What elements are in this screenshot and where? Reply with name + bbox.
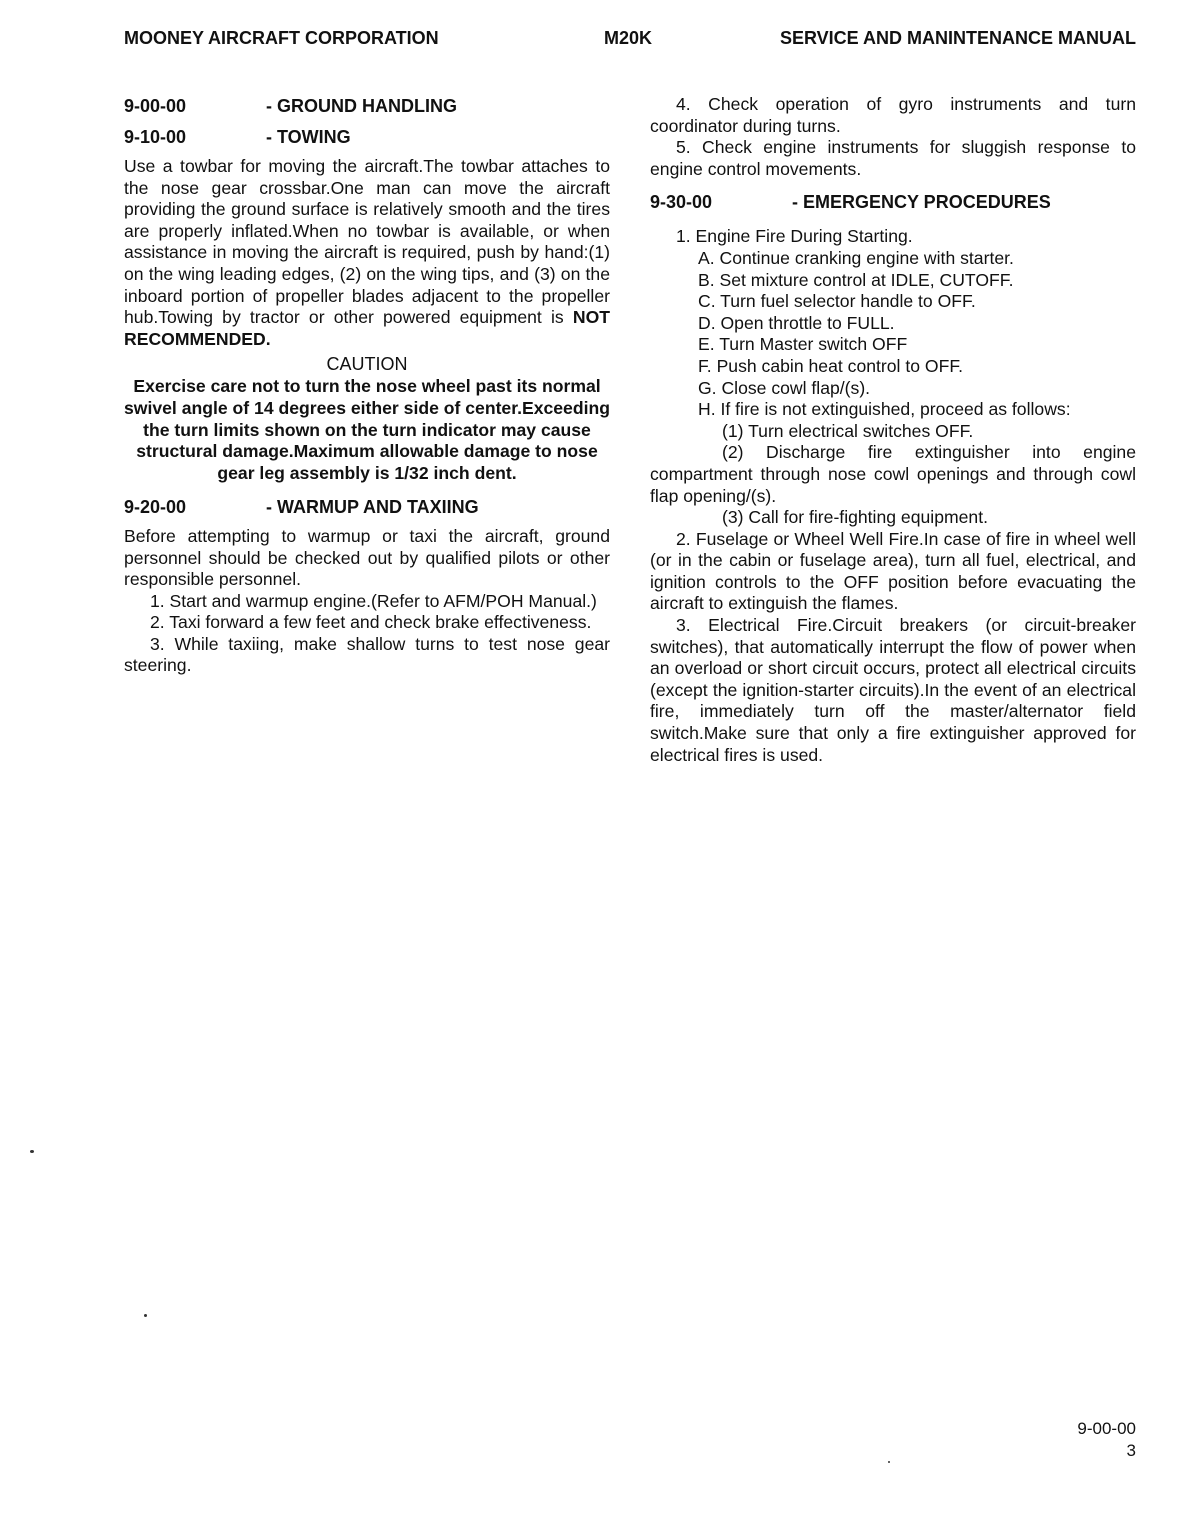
emergency-substep-2: (2) Discharge fire extinguisher into engine compartment through nose cowl openings and through cowl flap opening/(s). <box>650 442 1136 506</box>
emergency-substep-3: (3) Call for fire-fighting equipment. <box>722 507 988 528</box>
emergency-step-c: C. Turn fuel selector handle to OFF. <box>698 291 976 312</box>
emergency-step-d: D. Open throttle to FULL. <box>698 312 895 333</box>
emergency-step-b: B. Set mixture control at IDLE, CUTOFF. <box>698 269 1014 290</box>
emergency-step-g: G. Close cowl flap/(s). <box>698 377 871 398</box>
section-heading-warmup <box>124 495 610 519</box>
section-code: 9-00-00 <box>124 96 187 116</box>
caution-text: Exercise care not to turn the nose wheel past its normal swivel angle of 14 degrees either side of center.Exceeding the turn limits shown on the turn indicator may cause structural damage.Maximum allowable damage to nose gear leg assembly is 1/32 inch dent. <box>124 375 610 484</box>
scan-speck <box>888 1461 890 1463</box>
header-manual-title: SERVICE AND MANINTENANCE MANUAL <box>779 28 1136 48</box>
emergency-fuselage-fire: 2. Fuselage or Wheel Well Fire.In case of fire in wheel well (or in the cabin or fuselage area), turn all fuel, electrical, and ignition controls to the OFF position before evacuating the aircraft to extinguish the flames. <box>650 528 1136 614</box>
warmup-step-4: 4. Check operation of gyro instruments and turn coordinator during turns. <box>650 94 1136 136</box>
section-code: 9-10-00 <box>124 127 187 147</box>
page-footer <box>1077 1418 1136 1462</box>
emergency-step-a: A. Continue cranking engine with starter. <box>698 247 1014 268</box>
section-title: - EMERGENCY PROCEDURES <box>792 192 1051 213</box>
emergency-step-h: H. If fire is not extinguished, proceed as follows: <box>698 399 1071 420</box>
section-code: 9-30-00 <box>650 192 713 213</box>
section-title: - TOWING <box>266 127 351 147</box>
section-heading-ground-handling <box>124 94 610 118</box>
warmup-step-2: 2. Taxi forward a few feet and check brake effectiveness. <box>150 612 592 633</box>
section-code: 9-20-00 <box>124 496 187 517</box>
towing-text: Use a towbar for moving the aircraft.The towbar attaches to the nose gear crossbar.One man can move the aircraft providing the ground surface is relatively smooth and the tires are properly inflated.When no towbar is available, or when assistance in moving the aircraft is required, push by hand:(1) on the wing leading edges, (2) on the wing tips, and (3) on the inboard portion of propeller blades adjacent to the propeller hub.Towing by tractor or other powered equipment is <box>124 156 610 328</box>
left-column <box>124 94 610 677</box>
right-column <box>650 94 1136 766</box>
emergency-substep-1: (1) Turn electrical switches OFF. <box>722 420 974 441</box>
header-company: MOONEY AIRCRAFT CORPORATION <box>124 28 439 48</box>
warmup-step-3: 3. While taxiing, make shallow turns to test nose gear steering. <box>124 633 610 676</box>
footer-section-number: 9-00-00 <box>1077 1419 1136 1438</box>
scan-speck <box>144 1314 147 1317</box>
section-title: - WARMUP AND TAXIING <box>266 496 479 517</box>
warmup-step-1: 1. Start and warmup engine.(Refer to AFM/POH Manual.) <box>150 590 597 611</box>
header-model: M20K <box>604 28 653 48</box>
towing-emphasis: NOT RECOMMENDED. <box>124 307 610 349</box>
section-heading-towing <box>124 125 610 149</box>
section-heading-emergency <box>650 190 1136 214</box>
warmup-intro: Before attempting to warmup or taxi the aircraft, ground personnel should be checked out by qualified pilots or other responsible personnel. <box>124 525 610 590</box>
caution-title: CAUTION <box>326 354 408 375</box>
section-title: - GROUND HANDLING <box>266 96 457 116</box>
towing-paragraph <box>124 156 610 350</box>
emergency-engine-fire: 1. Engine Fire During Starting. <box>676 226 913 247</box>
scan-speck <box>30 1150 34 1153</box>
warmup-step-5: 5. Check engine instruments for sluggish response to engine control movements. <box>650 137 1136 179</box>
emergency-step-e: E. Turn Master switch OFF <box>698 334 908 355</box>
footer-page-number: 3 <box>1126 1441 1136 1460</box>
emergency-electrical-fire: 3. Electrical Fire.Circuit breakers (or circuit-breaker switches), that automatically interrupt the flow of power when an overload or short circuit occurs, protect all electrical circuits (except the ignition-starter circuits).In the event of an electrical fire, immediately turn off the master/alternator field switch.Make sure that only a fire extinguisher approved for electrical fires is used. <box>650 615 1136 765</box>
emergency-step-f: F. Push cabin heat control to OFF. <box>698 355 964 376</box>
